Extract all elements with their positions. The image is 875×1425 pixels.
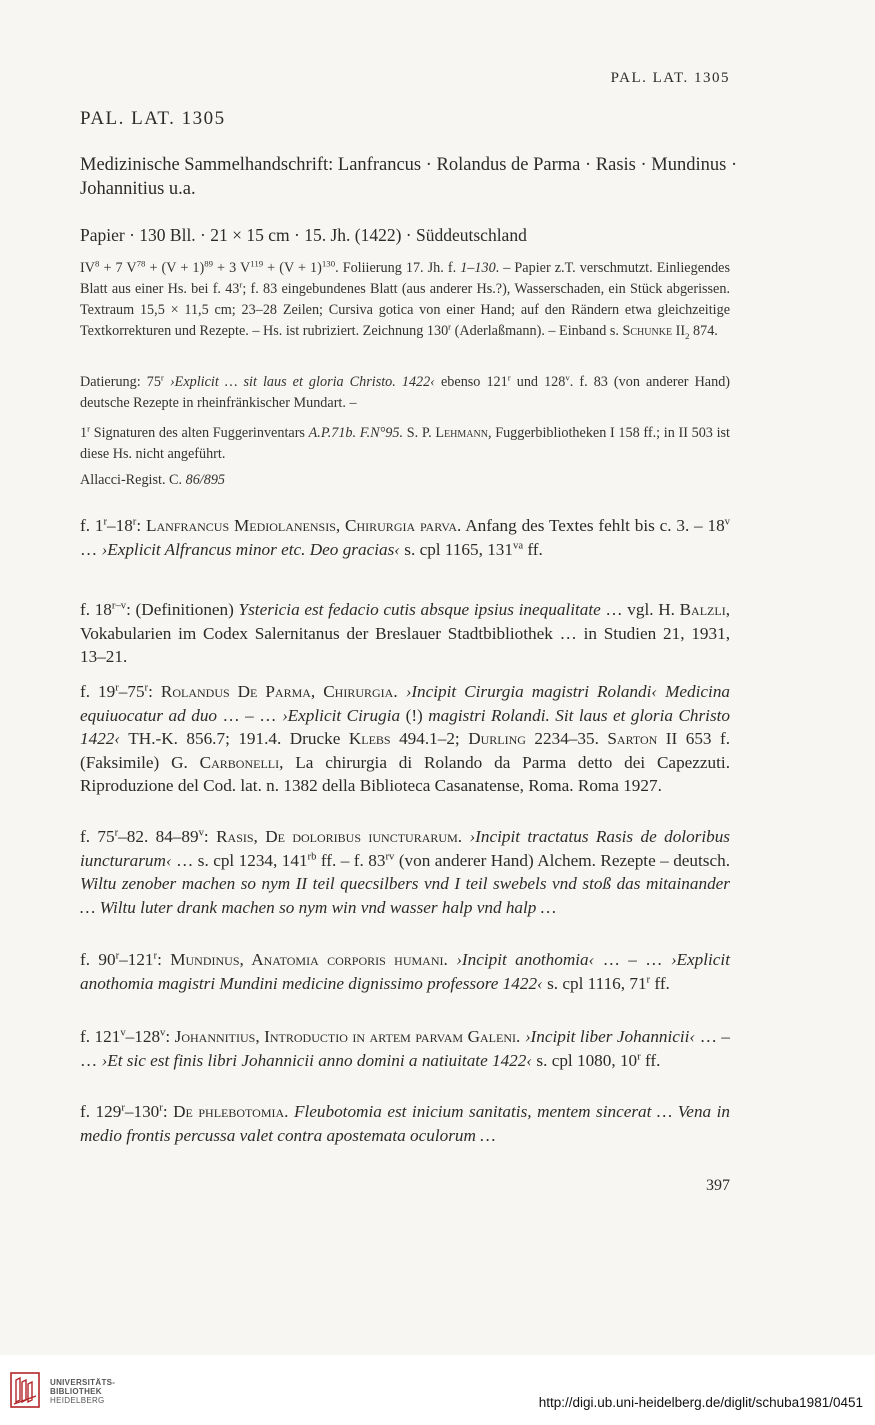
entry-lanfrancus: f. 1$^r$–18$^r$: Lanfrancus Mediolanensis, Chirurgia parva. Anfang des Textes fehlt bis c. 3. – 18$^v$ … ›Explicit Alfrancus minor etc. Deo gracias‹ s. cpl 1165, $131^{va}$ ff. <box>80 516 730 559</box>
dating-paragraph: Datierung: 75$^r$ ›Explicit … sit laus et gloria Christo. 1422‹ ebenso 121$^r$ und 128$^v$. f. 83 (von anderer Hand) deutsche Rezepte in rheinfränkischer Mundart. – <box>80 372 731 411</box>
library-name-line-3: HEIDELBERG <box>50 1396 105 1405</box>
library-name-line-2: BIBLIOTHEK <box>50 1387 102 1396</box>
library-name <box>50 1378 115 1405</box>
running-head: PAL. LAT. 1305 <box>610 70 730 86</box>
entry-mundinus: f. 90$^r$–121$^r$: Mundinus, Anatomia corporis humani. ›Incipit anothomia‹ … – … ›Explicit anothomia magistri Mundini medicine dignissimo professore 1422‹ s. cpl 1116, 71$^r$ ff. <box>80 950 730 993</box>
shelfmark: PAL. LAT. 1305 <box>80 108 226 129</box>
library-logo-icon <box>10 1372 40 1408</box>
entry-rolandus: f. 19$^r$–75$^r$: Rolandus De Parma, Chirurgia. ›Incipit Cirurgia magistri Rolandi‹ Medicina equiuocatur ad duo … – … ›Explicit Cirugia (!) magistri Rolandi. Sit laus et gloria Christo 1422‹ TH.-K. 856.7; 191.4. Drucke Klebs 494.1–2; Durling 2234–35. Sarton II 653 f. (Faksimile) G. Carbonelli, La chirurgia di Rolando da Parma detto dei Capezzuti. Riproduzione del Cod. lat. n. 1382 della Biblioteca Casanatense, Roma. Roma 1927. <box>80 682 731 795</box>
entry-definitionen: f. 18$^{r-v}$: (Definitionen) Ystericia est fedacio cutis absque ipsius inequalitate … vgl. H. Balzli, Vokabularien im Codex Salernitanus der Breslauer Stadtbibliothek … in Studien 21, 1931, 13–21. <box>80 600 731 666</box>
manuscript-title: Medizinische Sammelhandschrift: Lanfrancus · Rolandus de Parma · Rasis · Mundinus · Johannitius u.a. <box>80 155 738 199</box>
library-name-line-1: UNIVERSITÄTS- <box>50 1378 116 1387</box>
entry-johannitius: f. 121$^v$–128$^v$: Johannitius, Introductio in artem parvam Galeni. ›Incipit liber Johannicii‹ … – … ›Et sic est finis libri Johannicii anno domini a natiuitate 1422‹ s. cpl 1080, 10$^r$ ff. <box>80 1027 730 1070</box>
source-url-link[interactable]: http://digi.ub.uni-heidelberg.de/diglit/schuba1981/0451 <box>538 1395 863 1410</box>
physical-description: Papier · 130 Bll. · 21 × 15 cm · 15. Jh. (1422) · Süddeutschland <box>80 225 527 245</box>
footer-bar <box>0 1355 875 1425</box>
entry-rasis: f. 75$^r$–82. 84–89$^v$: Rasis, De doloribus iuncturarum. ›Incipit tractatus Rasis de doloribus iuncturarum‹ … s. cpl 1234, $141^{rb}$ ff. – f. $83^{rv}$ (von anderer Hand) Alchem. Rezepte – deutsch. Wiltu zenober machen so nym II teil quecsilbers vnd I teil swebels vnd stoß das mitainander … Wiltu luter drank machen so nym win vnd wasser halp vnd halp … <box>80 827 730 917</box>
page-number: 397 <box>706 1177 730 1194</box>
provenance-paragraph: 1$^r$ Signaturen des alten Fuggerinventars A.P.71b. F.N°95. S. P. Lehmann, Fuggerbibliotheken I 158 ff.; in II 503 ist diese Hs. nicht angeführt. <box>80 423 730 462</box>
entry-phlebotomia: f. 129$^r$–130$^r$: De phlebotomia. Fleubotomia est inicium sanitatis, mentem sincerat … Vena in medio frontis percussa valet contra apostemata oculorum … <box>80 1102 731 1145</box>
allacci-paragraph: Allacci-Regist. C. 86/895 <box>80 472 226 488</box>
codicology-paragraph: $IV^8 + 7$ $V^{78} + (V + 1)^{89} + 3$ $V^{119} + (V + 1)^{130}$. Foliierung 17. Jh. f. 1–130. – Papier z.T. verschmutzt. Einliegendes Blatt aus einer Hs. bei f. 43$^r$; f. 83 eingebundenes Blatt (aus anderer Hs.?), Wasserschaden, ein Stück abgerissen. Textraum 15,5 × 11,5 cm; 23–28 Zeilen; Cursiva gotica von einer Hand; auf den Rändern etwa gleichzeitige Textkorrekturen und Rezepte. – Hs. ist rubriziert. Zeichnung 130$^r$ (Aderlaßmann). – Einband s. Schunke $II_2$ 874. <box>80 258 730 341</box>
